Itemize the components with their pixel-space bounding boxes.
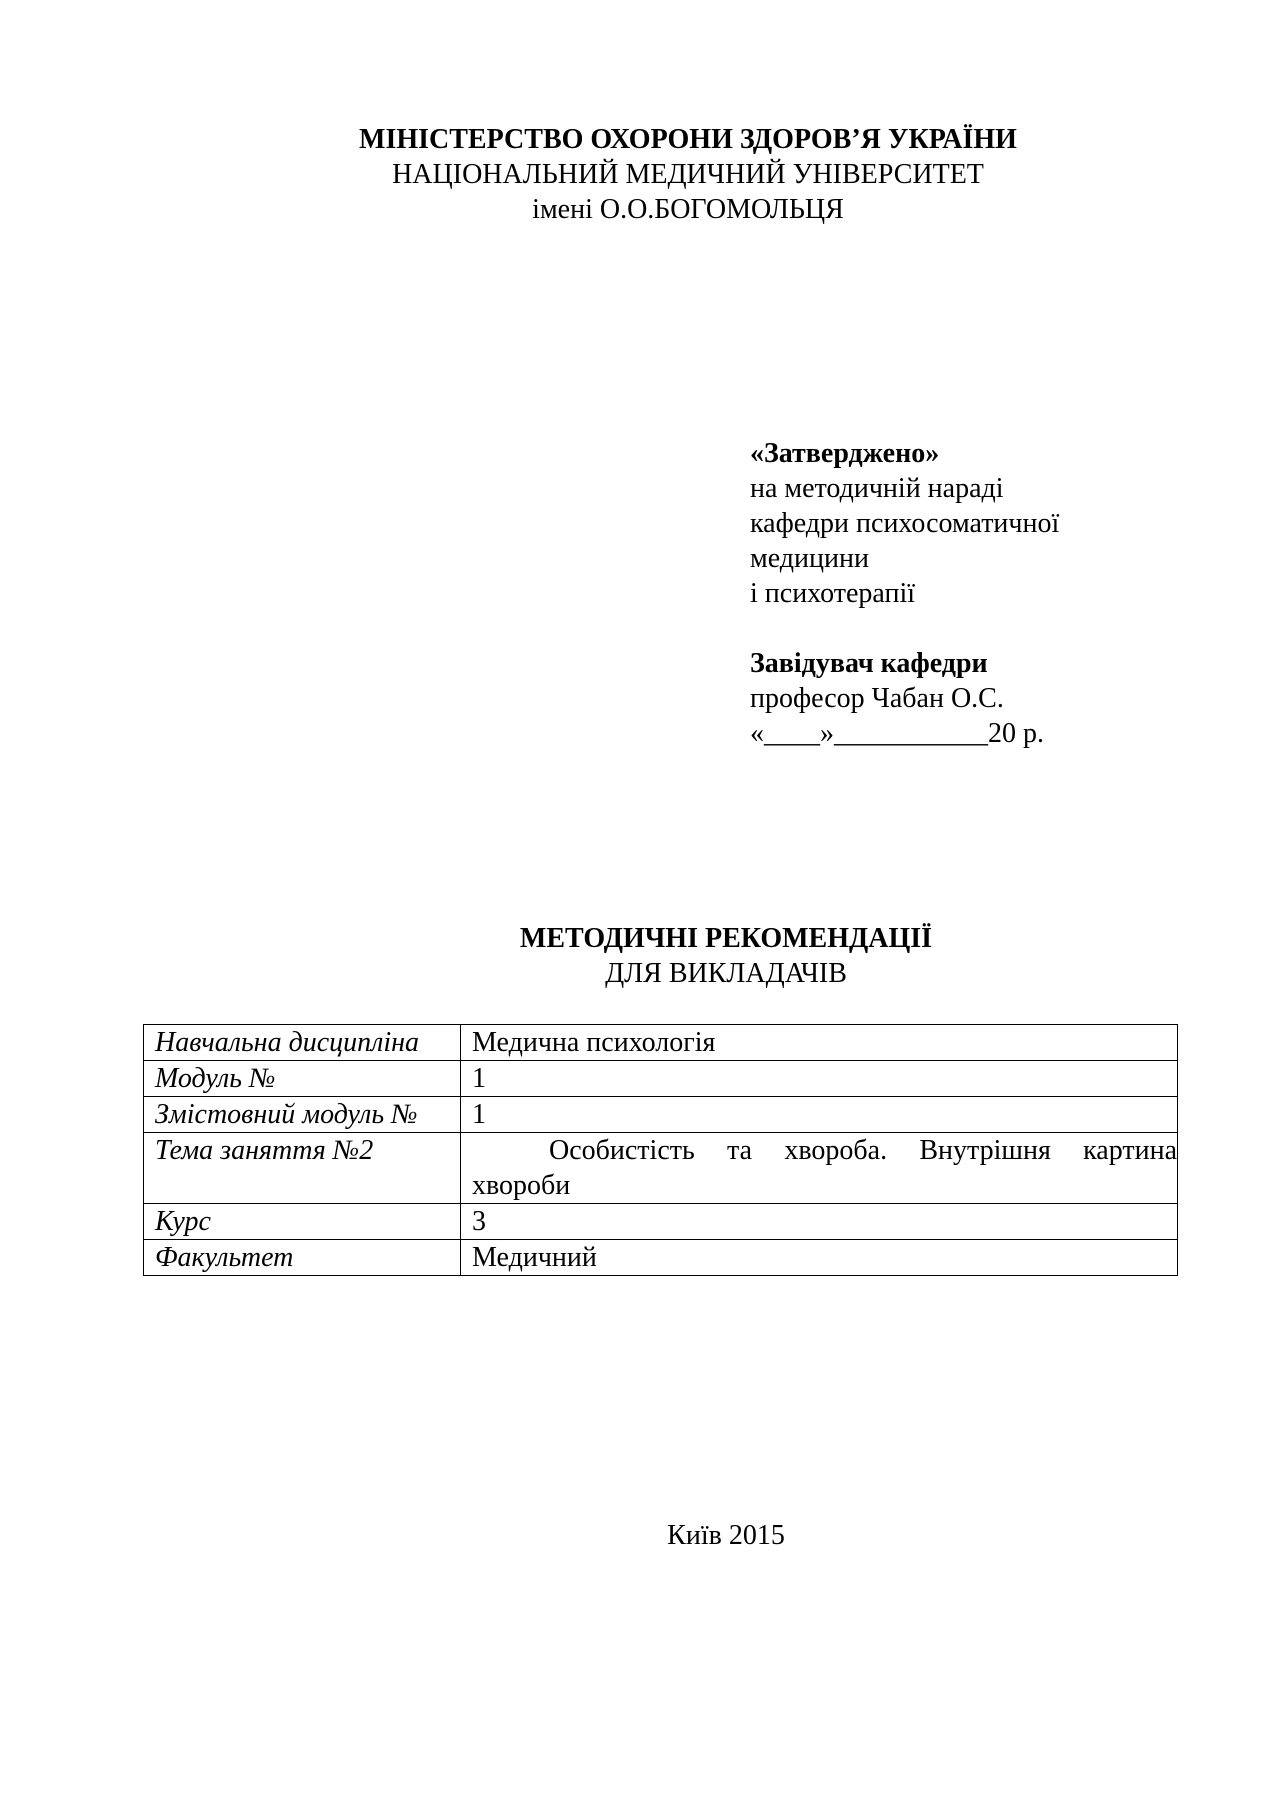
course-info-table — [143, 1024, 1178, 1276]
row-value: 1 — [461, 1061, 1178, 1097]
university-name: НАЦІОНАЛЬНИЙ МЕДИЧНИЙ УНІВЕРСИТЕТ — [392, 159, 984, 190]
row-value: Медична психологія — [461, 1025, 1178, 1061]
university-named-after: імені О.О.БОГОМОЛЬЦЯ — [532, 194, 844, 225]
ministry-name: МІНІСТЕРСТВО ОХОРОНИ ЗДОРОВ’Я УКРАЇНИ — [359, 124, 1017, 155]
row-value: Медичний — [461, 1240, 1178, 1276]
row-key: Факультет — [144, 1240, 461, 1276]
document-header — [0, 122, 1280, 227]
approval-line: на методичній нараді — [750, 473, 1004, 504]
department-head-title: Завідувач кафедри — [750, 648, 988, 679]
approval-title: «Затверджено» — [750, 438, 940, 469]
row-key: Навчальна дисципліна — [144, 1025, 461, 1061]
table-row — [144, 1240, 1178, 1276]
approval-block — [750, 436, 1170, 751]
department-head-name: професор Чабан О.С. — [750, 683, 1004, 714]
approval-line: кафедри психосоматичної — [750, 508, 1060, 539]
row-value: 1 — [461, 1097, 1178, 1133]
approval-date-line: «____»___________20 р. — [750, 718, 1044, 749]
table-row — [144, 1097, 1178, 1133]
row-key: Змістовний модуль № — [144, 1097, 461, 1133]
document-subtitle: ДЛЯ ВИКЛАДАЧІВ — [605, 958, 847, 989]
approval-spacer — [750, 611, 1170, 646]
row-key: Модуль № — [144, 1061, 461, 1097]
row-key: Курс — [144, 1204, 461, 1240]
row-key: Тема заняття №2 — [144, 1133, 461, 1204]
table-row — [144, 1061, 1178, 1097]
table-row — [144, 1025, 1178, 1061]
document-title-block — [0, 921, 1280, 991]
row-value: Особистість та хвороба. Внутрішня картина хвороби — [461, 1133, 1178, 1204]
table-row — [144, 1204, 1178, 1240]
document-title: МЕТОДИЧНІ РЕКОМЕНДАЦІЇ — [519, 923, 933, 954]
row-value: 3 — [461, 1204, 1178, 1240]
approval-line: медицини — [750, 543, 869, 574]
approval-line: і психотерапії — [750, 578, 916, 609]
table-row — [144, 1133, 1178, 1204]
city-year: Київ 2015 — [667, 1520, 785, 1551]
